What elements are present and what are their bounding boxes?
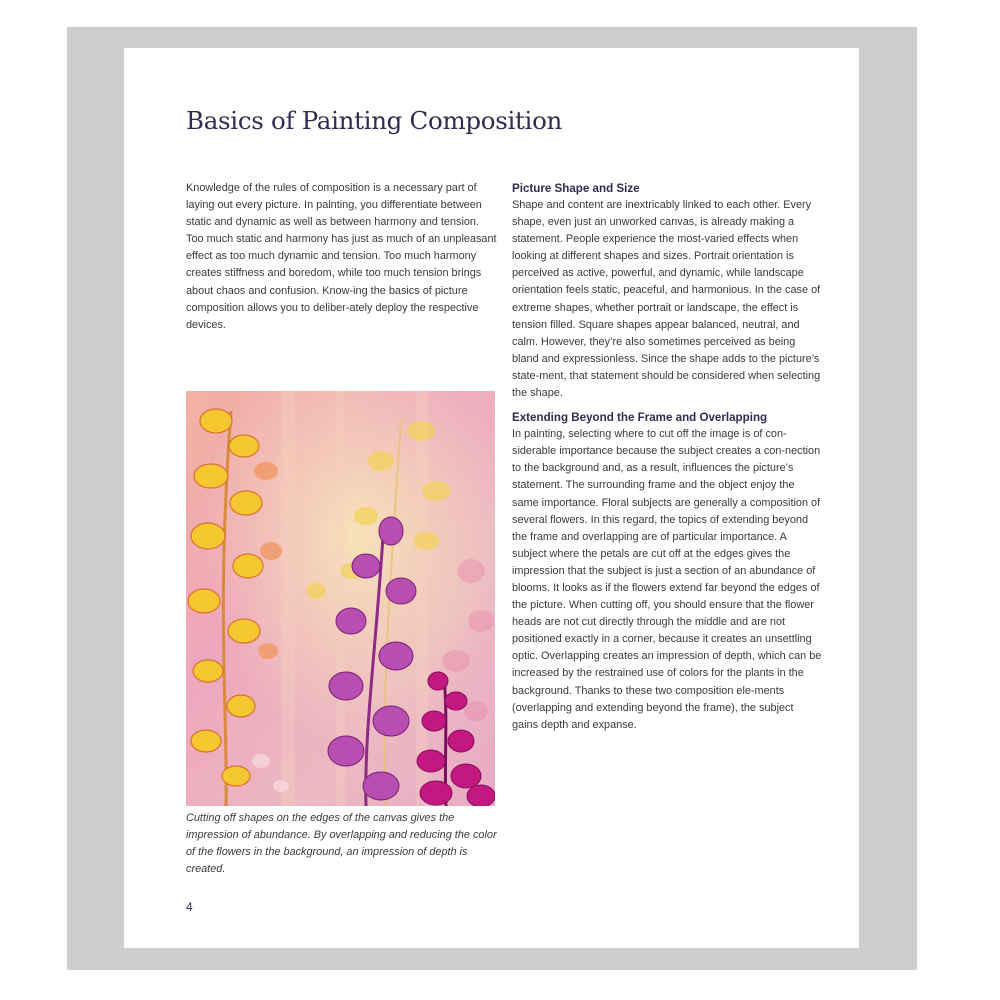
section-body-shape-size: Shape and content are inextricably linked to each other. Every shape, even just an unworked canvas, is already making a statement. People experience the most-varied effects when looking at different shapes and sizes. Portrait orientation is perceived as active, powerful, and dynamic, while landscape orientation feels static, peaceful, and harmonious. In the case of extreme shapes, whether portrait or landscape, the effect is tension filled. Square shapes appear balanced, neutral, and calm. However, they’re also sometimes perceived as being bland and expressionless. Since the shape adds to the picture’s state-ment, that statement should be considered when selecting the shape. [512,199,821,400]
page-number: 4 [186,900,193,914]
intro-paragraph: Knowledge of the rules of composition is a necessary part of laying out every picture. In painting, you differentiate between static and dynamic as well as between harmony and tension. Too much static and harmony has just as much of an unpleasant effect as too much dynamic and tension. Too much harmony creates stiffness and boredom, while too much tension brings about chaos and confusion. Know-ing the basics of picture composition allows you to deliber-ately deploy the respective devices. [186,182,497,331]
book-page [124,48,859,948]
floral-painting-image [186,391,495,806]
section-heading-extending: Extending Beyond the Frame and Overlapping [512,411,768,425]
image-caption: Cutting off shapes on the edges of the canvas gives the impression of abundance. By overlapping and reducing the color of the flowers in the background, an impression of depth is created. [186,812,497,876]
right-column [512,180,822,734]
section-heading-shape-size: Picture Shape and Size [512,182,640,195]
section-body-extending: In painting, selecting where to cut off the image is of con-siderable importance because the subject creates a con-nection to the background and, as a result, influences the picture’s statement. The surrounding frame and the object enjoy the same importance. Floral subjects are generally a composition of several flowers. In this regard, the topics of extending beyond the frame and overlapping are of particular importance. A subject where the petals are cut off at the edges gives the impression that the subject is just a section of an abundance of blooms. It looks as if the flowers extend far beyond the edges of the picture. When cutting off, you should ensure that the flower heads are not cut directly through the middle and are not positioned exactly in a corner, because it creates an unsettling optic. Overlapping creates an impression of depth, which can be increased by the restrained use of colors for the plants in the background. Thanks to these two composition ele-ments (overlapping and extending beyond the frame), the subject gains depth and expanse. [512,428,822,731]
page-title: Basics of Painting Composition [186,106,563,135]
